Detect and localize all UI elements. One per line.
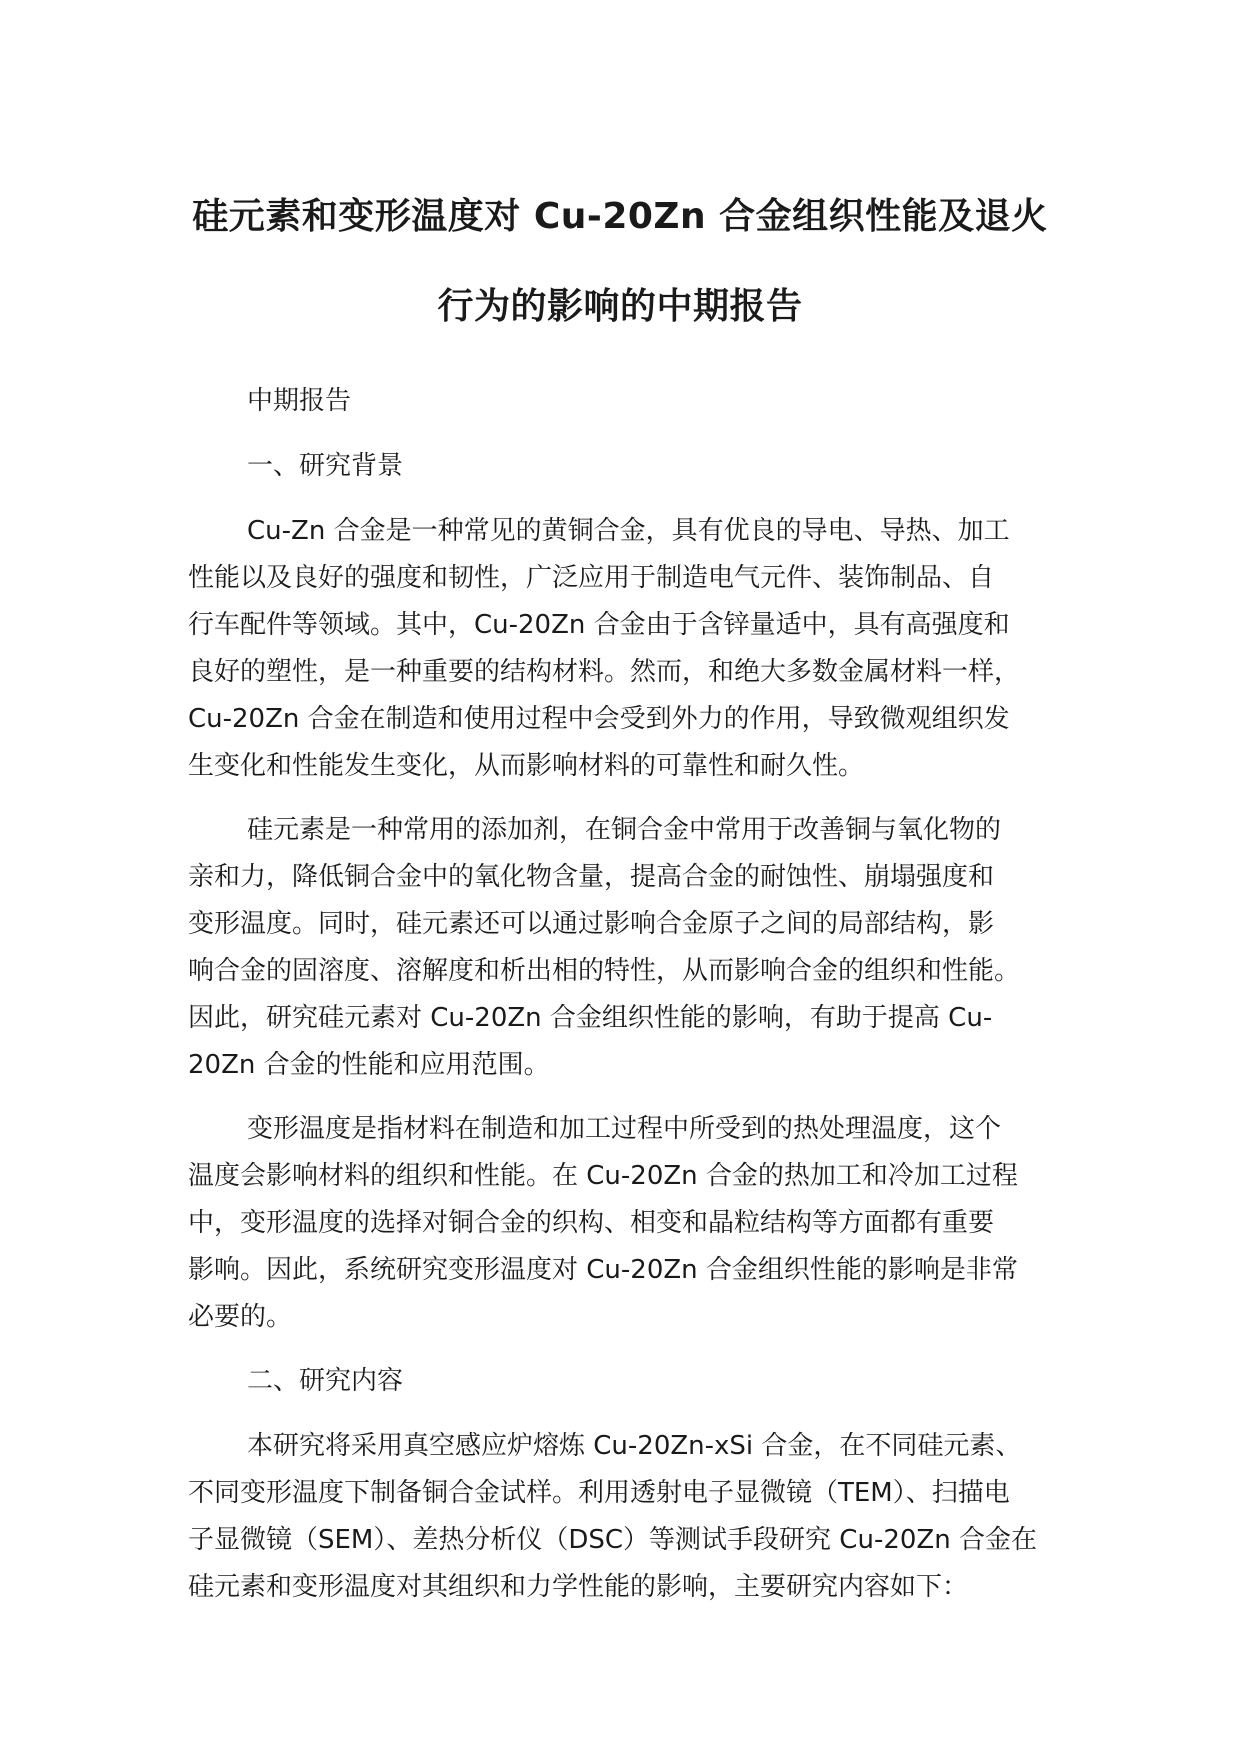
title-line: 硅元素和变形温度对 Cu-20Zn 合金组织性能及退火 xyxy=(192,196,1048,237)
paragraph xyxy=(188,1106,1068,1341)
paragraph xyxy=(188,1423,1068,1611)
text-line: 性能以及良好的强度和韧性，广泛应用于制造电气元件、装饰制品、自 xyxy=(188,563,995,593)
text-line: 本研究将采用真空感应炉熔炼 Cu-20Zn-xSi 合金，在不同硅元素、 xyxy=(247,1431,1022,1461)
text-line: 一、研究背景 xyxy=(247,451,404,481)
text-line: 子显微镜（SEM）、差热分析仪（DSC）等测试手段研究 Cu-20Zn 合金在 xyxy=(188,1525,1037,1555)
text-line: 二、研究内容 xyxy=(247,1366,404,1396)
text-line: 生变化和性能发生变化，从而影响材料的可靠性和耐久性。 xyxy=(188,751,865,781)
paragraph xyxy=(188,508,1068,790)
section-heading xyxy=(188,378,1068,425)
text-line: 变形温度是指材料在制造和加工过程中所受到的热处理温度，这个 xyxy=(247,1114,1002,1144)
text-line: 硅元素和变形温度对其组织和力学性能的影响，主要研究内容如下： xyxy=(188,1572,969,1602)
text-line: 硅元素是一种常用的添加剂，在铜合金中常用于改善铜与氧化物的 xyxy=(247,815,1002,845)
text-line: Cu-Zn 合金是一种常见的黄铜合金，具有优良的导电、导热、加工 xyxy=(247,516,1010,546)
text-line: 因此，研究硅元素对 Cu-20Zn 合金组织性能的影响，有助于提高 Cu- xyxy=(188,1003,993,1033)
section-heading xyxy=(188,1358,1068,1405)
text-line: 变形温度。同时，硅元素还可以通过影响合金原子之间的局部结构，影 xyxy=(188,909,995,939)
text-line: 影响。因此，系统研究变形温度对 Cu-20Zn 合金组织性能的影响是非常 xyxy=(188,1255,1018,1285)
section-heading xyxy=(188,443,1068,490)
text-line: Cu-20Zn 合金在制造和使用过程中会受到外力的作用，导致微观组织发 xyxy=(188,704,1010,734)
text-line: 温度会影响材料的组织和性能。在 Cu-20Zn 合金的热加工和冷加工过程 xyxy=(188,1161,1018,1191)
text-line: 良好的塑性，是一种重要的结构材料。然而，和绝大多数金属材料一样， xyxy=(188,657,1021,687)
text-line: 中，变形温度的选择对铜合金的织构、相变和晶粒结构等方面都有重要 xyxy=(188,1208,995,1238)
text-line: 亲和力，降低铜合金中的氧化物含量，提高合金的耐蚀性、崩塌强度和 xyxy=(188,862,995,892)
text-line: 20Zn 合金的性能和应用范围。 xyxy=(188,1050,550,1080)
text-line: 行车配件等领域。其中，Cu-20Zn 合金由于含锌量适中，具有高强度和 xyxy=(188,610,1010,640)
text-line: 响合金的固溶度、溶解度和析出相的特性，从而影响合金的组织和性能。 xyxy=(188,956,1021,986)
title-line: 行为的影响的中期报告 xyxy=(437,286,803,327)
text-line: 中期报告 xyxy=(247,386,352,416)
text-line: 不同变形温度下制备铜合金试样。利用透射电子显微镜（TEM）、扫描电 xyxy=(188,1478,1010,1508)
document-body xyxy=(188,378,1068,1628)
paragraph xyxy=(188,807,1068,1089)
document-title xyxy=(150,172,1090,352)
text-line: 必要的。 xyxy=(188,1302,293,1332)
